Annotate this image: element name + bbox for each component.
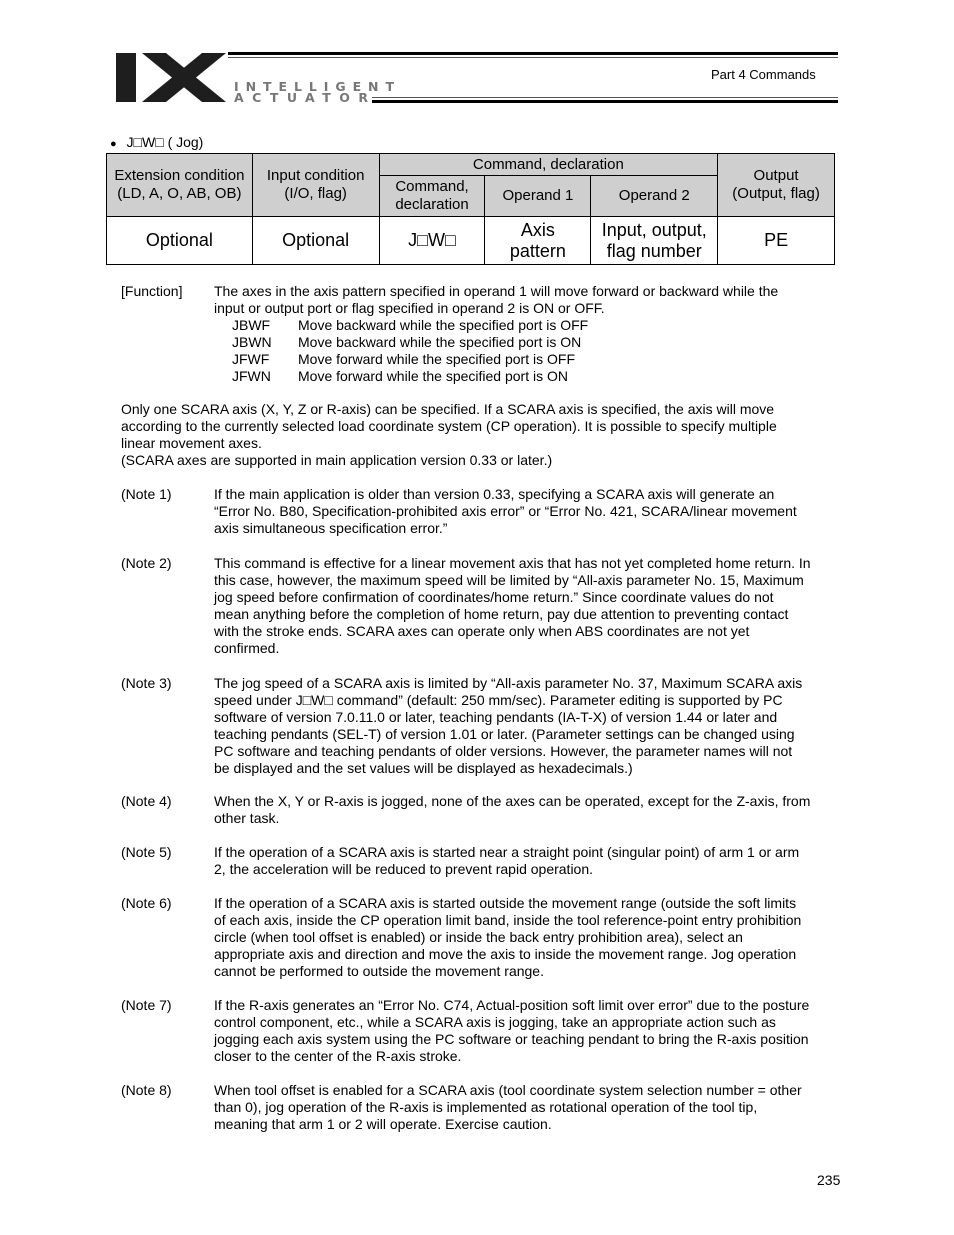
header-input-condition: Input condition (I/O, flag) <box>252 154 379 217</box>
note-text-line: other task. <box>214 810 280 826</box>
note-text-line: 2, the acceleration will be reduced to prevent rapid operation. <box>214 861 594 877</box>
note-text-line: The jog speed of a SCARA axis is limited by “All-axis parameter No. 37, Maximum SCARA axis <box>214 675 803 691</box>
note-text-line: mean anything before the completion of home return, pay due attention to preventing contact <box>214 606 789 622</box>
note-text-line: be displayed and the set values will be displayed as hexadecimals.) <box>214 760 633 776</box>
note-text-line: When tool offset is enabled for a SCARA axis (tool coordinate system selection number = other <box>214 1082 802 1098</box>
note-text-line: meaning that arm 1 or 2 will operate. Exercise caution. <box>214 1116 552 1132</box>
scara-paragraph-line: according to the currently selected load coordinate system (CP operation). It is possible to specify multiple <box>121 418 777 434</box>
scara-paragraph-line: (SCARA axes are supported in main application version 0.33 or later.) <box>121 452 553 468</box>
note-text-line: If the operation of a SCARA axis is started near a straight point (singular point) of arm 1 or arm <box>214 844 800 860</box>
function-item-desc: Move backward while the specified port is OFF <box>298 317 589 333</box>
note-text-line: If the operation of a SCARA axis is started outside the movement range (outside the soft limits <box>214 895 797 911</box>
function-text-line: input or output port or flag specified in operand 2 is ON or OFF. <box>214 300 605 316</box>
cell-extension: Optional <box>107 217 253 265</box>
note-text-line: with the stroke ends. SCARA axes can operate only when ABS coordinates are not yet <box>214 623 750 639</box>
function-item-code: JFWN <box>232 368 271 384</box>
note-label: (Note 7) <box>121 997 172 1013</box>
note-label: (Note 3) <box>121 675 172 691</box>
scara-paragraph-line: linear movement axes. <box>121 435 262 451</box>
cell-operand-2: Input, output, flag number <box>591 217 718 265</box>
function-item-code: JBWN <box>232 334 272 350</box>
header-operand-1: Operand 1 <box>485 176 591 217</box>
bullet-icon: ● <box>110 138 117 150</box>
header-command-declaration-group: Command, declaration <box>379 154 718 176</box>
note-text-line: axis simultaneous specification error.” <box>214 520 448 536</box>
note-text-line: software of version 7.0.11.0 or later, teaching pendants (IA-T-X) of version 1.44 or later and <box>214 709 778 725</box>
function-item-desc: Move backward while the specified port is ON <box>298 334 582 350</box>
svg-text:ACTUATOR: ACTUATOR <box>234 90 368 105</box>
note-text-line: “Error No. B80, Specification-prohibited axis error” or “Error No. 421, SCARA/linear movement <box>214 503 797 519</box>
cell-input: Optional <box>252 217 379 265</box>
section-header: Part 4 Commands <box>711 67 816 82</box>
note-text-line: this case, however, the maximum speed will be limited by “All-axis parameter No. 15, Maximum <box>214 572 804 588</box>
svg-text:INTELLIGENT: INTELLIGENT <box>234 79 394 94</box>
note-text-line: If the R-axis generates an “Error No. C74, Actual-position soft limit over error” due to the posture <box>214 997 810 1013</box>
note-label: (Note 4) <box>121 793 172 809</box>
note-text-line: This command is effective for a linear movement axis that has not yet completed home return. In <box>214 555 811 571</box>
header-output: Output (Output, flag) <box>718 154 835 217</box>
header-command: Command, declaration <box>379 176 485 217</box>
note-text-line: speed under J□W□ command” (default: 250 mm/sec). Parameter editing is supported by PC <box>214 692 783 708</box>
note-text-line: If the main application is older than version 0.33, specifying a SCARA axis will generate an <box>214 486 775 502</box>
note-text-line: than 0), jog operation of the R-axis is implemented as rotational operation of the tool tip, <box>214 1099 758 1115</box>
function-label: [Function] <box>121 283 183 299</box>
note-text-line: appropriate axis and direction and move the axis to inside the movement range. Jog operation <box>214 946 797 962</box>
header-operand-2: Operand 2 <box>591 176 718 217</box>
note-text-line: jogging each axis system using the PC software or teaching pendant to bring the R-axis position <box>214 1031 809 1047</box>
note-label: (Note 8) <box>121 1082 172 1098</box>
cell-operand-1: Axis pattern <box>485 217 591 265</box>
page-number: 235 <box>817 1172 841 1188</box>
note-text-line: circle (when tool offset is enabled) or inside the back entry prohibition area), select an <box>214 929 743 945</box>
cell-output: PE <box>718 217 835 265</box>
note-label: (Note 2) <box>121 555 172 571</box>
function-item-code: JBWF <box>232 317 271 333</box>
function-item-code: JFWF <box>232 351 270 367</box>
note-label: (Note 5) <box>121 844 172 860</box>
note-text-line: PC software and teaching pendants of older versions. However, the parameter names will not <box>214 743 793 759</box>
cell-command: J□W□ <box>379 217 485 265</box>
function-item-desc: Move forward while the specified port is ON <box>298 368 568 384</box>
command-table <box>106 153 835 265</box>
function-item-desc: Move forward while the specified port is OFF <box>298 351 575 367</box>
scara-paragraph-line: Only one SCARA axis (X, Y, Z or R-axis) can be specified. If a SCARA axis is specified, the axis will move <box>121 401 775 417</box>
note-text-line: control component, etc., while a SCARA axis is jogging, take an appropriate action such as <box>214 1014 776 1030</box>
note-text-line: jog speed before confirmation of coordinates/home return.” Since coordinate values do not <box>214 589 774 605</box>
note-label: (Note 6) <box>121 895 172 911</box>
note-text-line: confirmed. <box>214 640 280 656</box>
header-extension-condition: Extension condition (LD, A, O, AB, OB) <box>107 154 253 217</box>
title-text: J□W□ ( Jog) <box>126 134 204 150</box>
note-text-line: teaching pendants (SEL-T) of version 1.01 or later. (Parameter settings can be changed using <box>214 726 795 742</box>
note-text-line: closer to the center of the R-axis stroke. <box>214 1048 462 1064</box>
note-text-line: of each axis, inside the CP operation limit band, inside the tool reference-point entry prohibition <box>214 912 802 928</box>
note-label: (Note 1) <box>121 486 172 502</box>
note-text-line: When the X, Y or R-axis is jogged, none of the axes can be operated, except for the Z-axis, from <box>214 793 811 809</box>
function-text-line: The axes in the axis pattern specified in operand 1 will move forward or backward while the <box>214 283 779 299</box>
note-text-line: cannot be performed to outside the movement range. <box>214 963 544 979</box>
command-title <box>110 134 203 153</box>
